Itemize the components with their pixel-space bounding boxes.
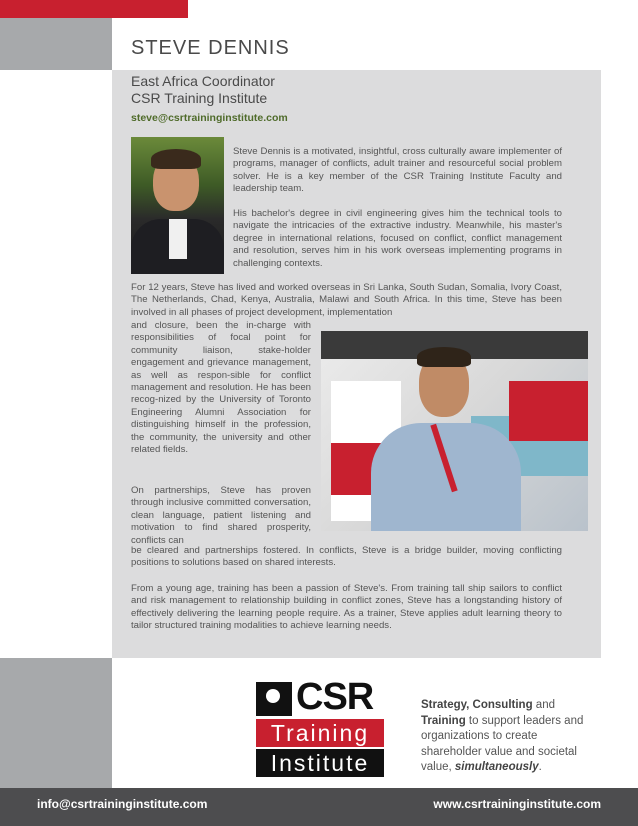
top-accent-bar: [0, 0, 188, 18]
footer-website-link[interactable]: www.csrtraininginstitute.com: [433, 797, 601, 811]
bio-paragraph-training: From a young age, training has been a passion of Steve's. From training tall ship sailors to conflict and risk management to relationship building in conflict zones, Steve has a longstanding history of effectively delivering the learning people require. As a trainer, Steve applies adult learning theory to tailor structured training modalities to achieve learning needs.: [131, 583, 562, 632]
logo-institute-text: Institute: [256, 749, 384, 777]
person-email-link[interactable]: steve@csrtraininginstitute.com: [131, 112, 288, 124]
logo-csr-text: CSR: [296, 676, 374, 718]
bio-paragraph-education: His bachelor's degree in civil engineering gives him the technical tools to navigate the intricacies of the extractive industry. Meanwhile, his master's degree in international relations, focused on conflict, conflict management and resolution, serves him in his work overseas implementing programs in challenging contexts.: [233, 208, 562, 269]
left-grey-block-top: [0, 18, 112, 70]
speaker-photo: [321, 331, 588, 531]
logo-training-text: Training: [256, 719, 384, 747]
person-organization: CSR Training Institute: [131, 90, 268, 106]
logo-figure-icon: [256, 682, 292, 716]
bio-paragraph-partnerships: On partnerships, Steve has proven through inclusive committed conversation, clean language, patient listening and motivation to find shared prosperity, conflicts can: [131, 485, 311, 546]
bio-paragraph-intro: Steve Dennis is a motivated, insightful, cross culturally aware implementer of programs, manager of conflicts, adult trainer and resourceful social problem solver. He is a key member of the CSR Training Institute Faculty and leadership team.: [233, 146, 562, 195]
bio-paragraph-experience: For 12 years, Steve has lived and worked overseas in Sri Lanka, South Sudan, Somalia, Ivory Coast, The Netherlands, Chad, Kenya, Australia, Malawi and South Africa. In this time, Steve has been involved in all phases of project development, implementation: [131, 282, 562, 318]
portrait-photo: [131, 137, 224, 274]
footer-email-link[interactable]: info@csrtraininginstitute.com: [37, 797, 208, 811]
person-name: STEVE DENNIS: [131, 37, 290, 59]
left-grey-block-bottom: [0, 658, 112, 788]
csr-training-institute-logo: [256, 676, 384, 780]
company-tagline: Strategy, Consulting and Training to support leaders and organizations to create shareholder value and societal value, simultaneously.: [421, 699, 584, 773]
bio-paragraph-experience-cont: and closure, been the in-charge with responsibilities of focal point for community liaison, stake-holder engagement and grievance management, as well as respon-sible for conflict management and resolution. He has been recog-nized by the University of Toronto Engineering Alumni Association for distinguishing himself in the profession, the community, the university and other related fields.: [131, 320, 311, 456]
person-role: East Africa Coordinator: [131, 73, 275, 89]
bio-paragraph-partnerships-cont: be cleared and partnerships fostered. In conflicts, Steve is a bridge builder, moving conflicting positions to solutions based on shared interests.: [131, 545, 562, 569]
person-title: [131, 73, 275, 107]
